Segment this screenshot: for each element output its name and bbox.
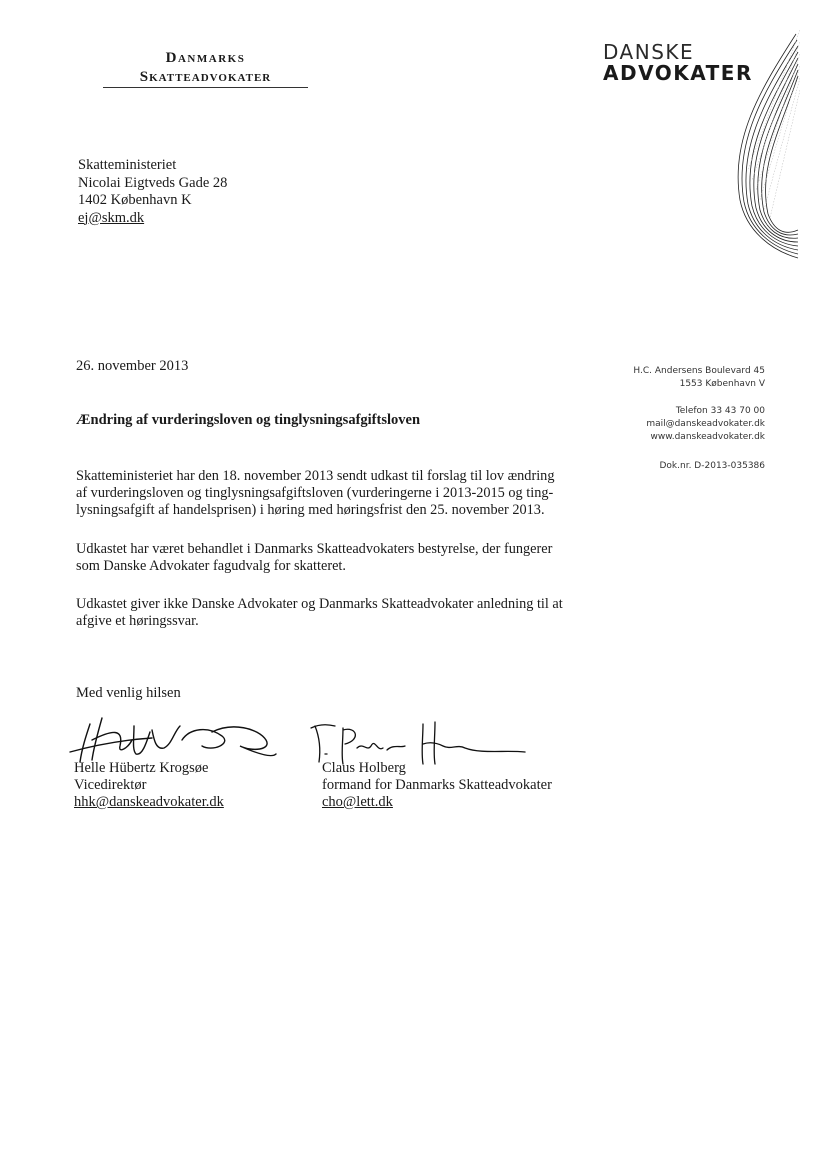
recipient-email-link[interactable]: ej@skm.dk (78, 209, 145, 226)
signatory-right-title: formand for Danmarks Skatteadvokater (322, 777, 552, 793)
sender-address-line1: H.C. Andersens Boulevard 45 (633, 366, 765, 376)
signatory-left-email-link[interactable]: hhk@danskeadvokater.dk (74, 794, 224, 810)
sender-phone: Telefon 33 43 70 00 (675, 406, 765, 416)
document-reference: Dok.nr. D-2013-035386 (659, 461, 765, 471)
sender-email: mail@danskeadvokater.dk (646, 419, 765, 429)
body-line: Udkastet har været behandlet i Danmarks Skatteadvokaters bestyrelse, der fungerer (76, 541, 553, 557)
body-line: Skatteministeriet har den 18. november 2013 sendt udkast til forslag til lov ændring (76, 468, 555, 484)
letter-date: 26. november 2013 (76, 358, 189, 374)
signatory-left (74, 760, 224, 811)
logo-left-line1: Danmarks (165, 50, 246, 66)
letter-subject: Ændring af vurderingsloven og tinglysningsafgiftsloven (76, 412, 421, 428)
signatory-left-name: Helle Hübertz Krogsøe (74, 760, 209, 776)
sender-web: www.danskeadvokater.dk (650, 432, 765, 442)
sender-address-line2: 1553 København V (679, 379, 765, 389)
logo-right-line1: DANSKE (603, 40, 695, 64)
sender-contact (560, 405, 765, 444)
body-line: lysningsafgift af handelsprisen) i høring med høringsfrist den 25. november 2013. (76, 502, 545, 518)
recipient-name: Skatteministeriet (78, 157, 177, 173)
signatory-right (322, 760, 552, 811)
recipient-address (78, 157, 227, 227)
sender-address (560, 365, 765, 391)
signatory-left-title: Vicedirektør (74, 777, 147, 793)
recipient-city: 1402 København K (78, 192, 192, 208)
body-paragraph-1 (76, 468, 596, 519)
body-line: Udkastet giver ikke Danske Advokater og Danmarks Skatteadvokater anledning til at (76, 596, 563, 612)
body-line: af vurderingsloven og tinglysningsafgiftsloven (vurderingerne i 2013-2015 og ting- (76, 485, 554, 501)
body-line: afgive et høringssvar. (76, 613, 199, 629)
danmarks-skatteadvokater-logo (103, 50, 308, 88)
body-paragraph-3 (76, 596, 596, 630)
logo-right-line2: ADVOKATER (603, 61, 753, 85)
body-paragraph-2 (76, 541, 596, 575)
signatory-right-name: Claus Holberg (322, 760, 406, 776)
body-line: som Danske Advokater fagudvalg for skatteret. (76, 558, 346, 574)
signatory-right-email-link[interactable]: cho@lett.dk (322, 794, 393, 810)
logo-swoosh-graphic (700, 30, 800, 262)
closing-greeting: Med venlig hilsen (76, 685, 181, 701)
recipient-street: Nicolai Eigtveds Gade 28 (78, 174, 228, 191)
logo-left-line2: Skatteadvokater (103, 69, 308, 88)
